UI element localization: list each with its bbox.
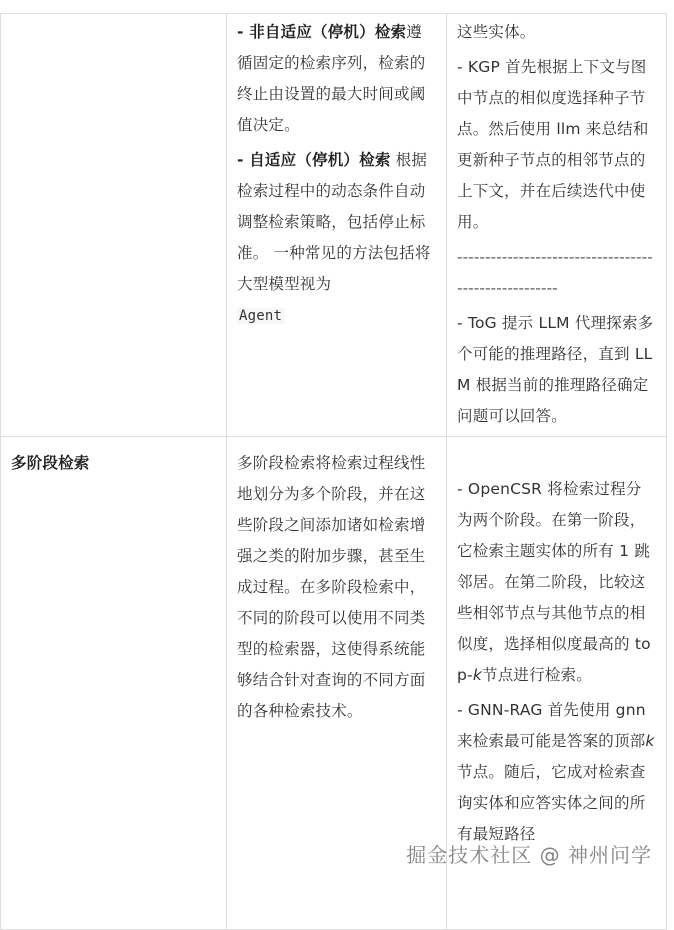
paragraph-adaptive <box>237 145 437 332</box>
math-k: k <box>645 732 655 750</box>
code-agent: Agent <box>239 308 283 324</box>
paragraph-non-adaptive <box>237 17 437 141</box>
watermark: 掘金技术社区 @ 神州问学 <box>406 843 652 867</box>
paragraph-entities: 这些实体。 <box>457 23 536 41</box>
text-opencsr-a: - OpenCSR 将检索过程分为两个阶段。在第一阶段，它检索主题实体的所有 1 跳邻居。在第二阶段，比较这些相邻节点与其他节点的相似度，选择相似度最高的 top- <box>457 480 651 684</box>
text-opencsr-b: 节点进行检索。 <box>482 666 592 684</box>
term-non-adaptive: - 非自适应（停机）检索 <box>237 23 407 41</box>
paragraph-kgp: - KGP 首先根据上下文与图中节点的相似度选择种子节点。然后使用 llm 来总结和更新种子节点的相邻节点的上下文，并在后续迭代中使用。 <box>457 58 649 231</box>
table-row <box>1 14 667 437</box>
text-gnnrag-b: 节点。随后，它成对检索查询实体和应答实体之间的所有最短路径 <box>457 763 646 843</box>
content-table <box>0 13 667 930</box>
table-cell-examples <box>447 14 667 437</box>
term-adaptive: - 自适应（停机）检索 <box>237 151 391 169</box>
table-cell-description <box>227 14 447 437</box>
text-gnnrag-a: - GNN-RAG 首先使用 gnn 来检索最可能是答案的顶部 <box>457 701 646 750</box>
paragraph-tog: - ToG 提示 LLM 代理探索多个可能的推理路径，直到 LLM 根据当前的推理路径确定问题可以回答。 <box>457 314 654 425</box>
math-k: k <box>472 666 483 684</box>
row-header-multistage: 多阶段检索 <box>1 437 227 930</box>
text-non-adaptive: 遵循固定的检索序列，检索的终止由设置的最大时间或阈值决定。 <box>237 23 426 134</box>
text-adaptive: 根据检索过程中的动态条件自动调整检索策略，包括停止标准。 一种常见的方法包括将大型模型视为 <box>237 151 431 293</box>
paragraph-gnn-rag <box>457 695 657 850</box>
table-cell-description: 多阶段检索将检索过程线性地划分为多个阶段，并在这些阶段之间添加诸如检索增强之类的附加步骤，甚至生成过程。在多阶段检索中，不同的阶段可以使用不同类型的检索器，这使得系统能够结合针对查询的不同方面的各种检索技术。 <box>227 437 447 930</box>
paragraph-opencsr <box>457 474 657 691</box>
table-cell-empty <box>1 14 227 437</box>
divider-line: ----------------------------------------------------- <box>457 248 653 297</box>
